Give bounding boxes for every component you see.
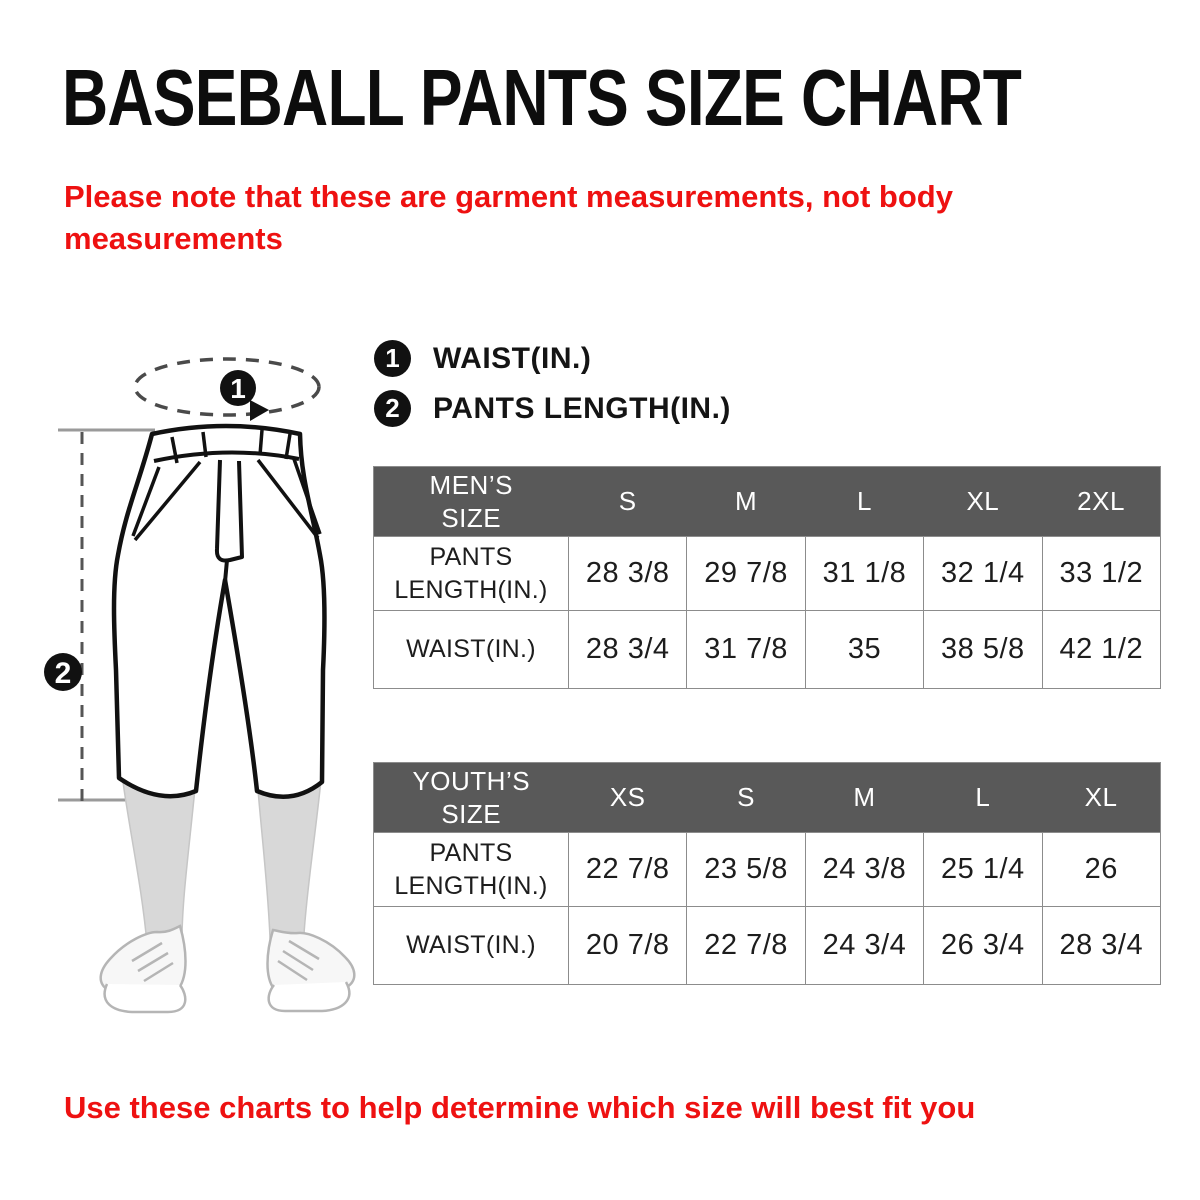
value-cell: 20 7/8 — [569, 907, 687, 985]
value-cell: 32 1/4 — [924, 537, 1042, 611]
value-cell: 35 — [805, 611, 923, 689]
youths-header-row — [374, 763, 1161, 833]
marker-1-number: 1 — [230, 373, 246, 404]
row-label-cell: PANTS LENGTH(IN.) — [374, 537, 569, 611]
value-cell: 26 3/4 — [924, 907, 1042, 985]
pants-outline — [114, 426, 325, 797]
length-marker — [44, 653, 82, 691]
value-cell: 25 1/4 — [924, 833, 1042, 907]
row-label-cell: WAIST(IN.) — [374, 611, 569, 689]
sneakers — [101, 926, 355, 1012]
youths-size-header-cell: YOUTH’S SIZE — [374, 763, 569, 833]
size-column-header: 2XL — [1042, 467, 1160, 537]
row-label-cell: WAIST(IN.) — [374, 907, 569, 985]
size-column-header: S — [569, 467, 687, 537]
size-column-header: XL — [1042, 763, 1160, 833]
table-row-waist — [374, 611, 1161, 689]
table-row-waist — [374, 907, 1161, 985]
table-row-pants-length — [374, 833, 1161, 907]
size-column-header: M — [687, 467, 805, 537]
page-title: BASEBALL PANTS SIZE CHART — [62, 53, 1021, 142]
footer-text: Use these charts to help determine which size will best fit you — [64, 1090, 976, 1125]
value-cell: 28 3/4 — [569, 611, 687, 689]
pants-illustration — [30, 330, 380, 1020]
measurement-legend — [374, 340, 731, 440]
value-cell: 24 3/8 — [805, 833, 923, 907]
value-cell: 23 5/8 — [687, 833, 805, 907]
table-row-pants-length — [374, 537, 1161, 611]
value-cell: 29 7/8 — [687, 537, 805, 611]
mens-size-table — [373, 466, 1161, 689]
value-cell: 33 1/2 — [1042, 537, 1160, 611]
value-cell: 24 3/4 — [805, 907, 923, 985]
waist-arrow-icon — [250, 400, 269, 421]
value-cell: 31 1/8 — [805, 537, 923, 611]
row-label-cell: PANTS LENGTH(IN.) — [374, 833, 569, 907]
mens-size-header-cell: MEN’S SIZE — [374, 467, 569, 537]
value-cell: 22 7/8 — [687, 907, 805, 985]
legend-item-pants-length — [374, 390, 731, 427]
size-column-header: L — [805, 467, 923, 537]
value-cell: 28 3/4 — [1042, 907, 1160, 985]
size-column-header: L — [924, 763, 1042, 833]
socks — [123, 780, 321, 944]
legend-item-waist — [374, 340, 731, 377]
size-column-header: XL — [924, 467, 1042, 537]
size-column-header: XS — [569, 763, 687, 833]
marker-2-number: 2 — [54, 657, 72, 690]
size-column-header: M — [805, 763, 923, 833]
value-cell: 26 — [1042, 833, 1160, 907]
mens-header-row — [374, 467, 1161, 537]
value-cell: 28 3/8 — [569, 537, 687, 611]
value-cell: 38 5/8 — [924, 611, 1042, 689]
garment-measurement-note: Please note that these are garment measurements, not body measurements — [64, 179, 953, 256]
waist-measure-ellipse — [135, 359, 319, 421]
value-cell: 31 7/8 — [687, 611, 805, 689]
marker-2-badge: 2 — [374, 390, 411, 427]
size-column-header: S — [687, 763, 805, 833]
legend-label-waist: WAIST(IN.) — [433, 341, 592, 375]
legend-label-pants-length: PANTS LENGTH(IN.) — [433, 391, 731, 425]
value-cell: 22 7/8 — [569, 833, 687, 907]
marker-1-badge: 1 — [374, 340, 411, 377]
youths-size-table — [373, 762, 1161, 985]
value-cell: 42 1/2 — [1042, 611, 1160, 689]
